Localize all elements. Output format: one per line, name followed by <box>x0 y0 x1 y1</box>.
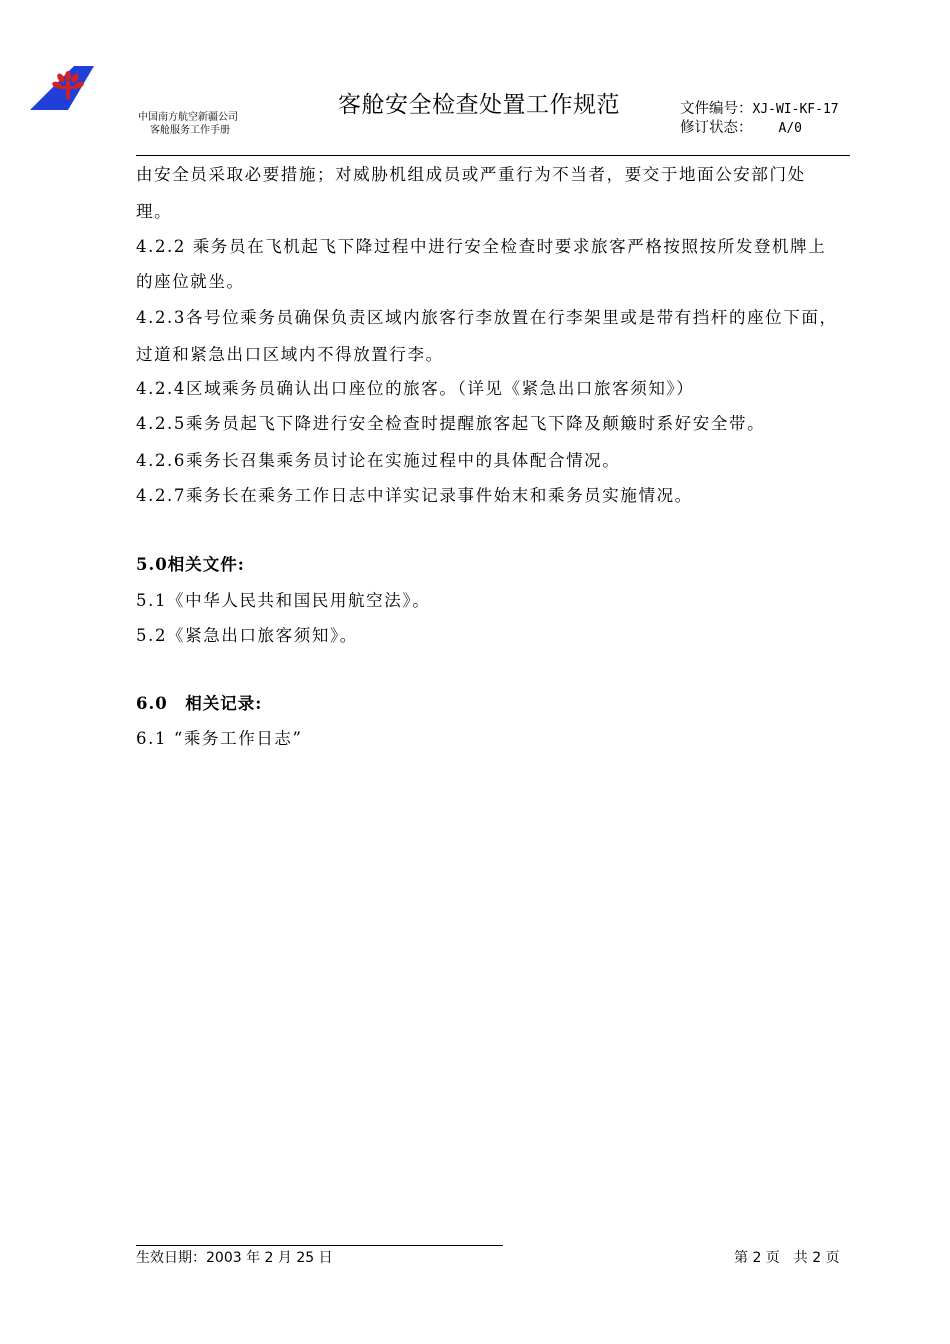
paragraph-line: 4.2.3各号位乘务员确保负责区域内旅客行李放置在行李架里或是带有挡杆的座位下面， <box>136 308 838 327</box>
company-name <box>138 111 238 137</box>
doc-number-label: 文件编号： <box>680 101 753 117</box>
airline-logo-icon <box>28 64 96 112</box>
revision-row <box>680 119 839 138</box>
section-5-item: 5.1《中华人民共和国民用航空法》。 <box>136 591 431 610</box>
footer-rule <box>136 1245 503 1246</box>
paragraph-line: 4.2.5乘务员起飞下降进行安全检查时提醒旅客起飞下降及颠簸时系好安全带。 <box>136 414 766 433</box>
section-6-item: 6.1 “乘务工作日志” <box>136 729 303 748</box>
paragraph-line: 4.2.6乘务长召集乘务员讨论在实施过程中的具体配合情况。 <box>136 451 621 470</box>
revision-value: A/0 <box>778 121 802 136</box>
paragraph-line: 4.2.2 乘务员在飞机起飞下降过程中进行安全检查时要求旅客严格按照按所发登机牌上 <box>136 237 827 256</box>
paragraph-line: 理。 <box>136 202 173 221</box>
section-6-heading: 6.0 相关记录: <box>136 694 263 713</box>
header-rule <box>136 155 850 156</box>
paragraph-line: 过道和紧急出口区域内不得放置行李。 <box>136 345 444 364</box>
document-title: 客舱安全检查处置工作规范 <box>338 92 620 118</box>
doc-number-value: XJ-WI-KF-17 <box>752 102 839 117</box>
revision-label: 修订状态： <box>680 120 753 136</box>
section-5-item: 5.2《紧急出口旅客须知》。 <box>136 626 358 645</box>
paragraph-line: 4.2.7乘务长在乘务工作日志中详实记录事件始末和乘务员实施情况。 <box>136 486 693 505</box>
doc-number-row <box>680 100 839 119</box>
page-number: 第 2 页 共 2 页 <box>734 1250 840 1266</box>
company-line-2: 客舱服务工作手册 <box>150 125 230 136</box>
company-line-1: 中国南方航空新疆公司 <box>138 112 238 123</box>
document-info <box>680 100 839 138</box>
paragraph-line: 4.2.4区域乘务员确认出口座位的旅客。（详见《紧急出口旅客须知》） <box>136 379 695 398</box>
paragraph-line: 由安全员采取必要措施；对威胁机组成员或严重行为不当者，要交于地面公安部门处 <box>136 165 806 184</box>
paragraph-line: 的座位就坐。 <box>136 272 245 291</box>
effective-date: 生效日期：2003 年 2 月 25 日 <box>136 1250 333 1266</box>
section-5-heading: 5.0相关文件: <box>136 555 245 574</box>
